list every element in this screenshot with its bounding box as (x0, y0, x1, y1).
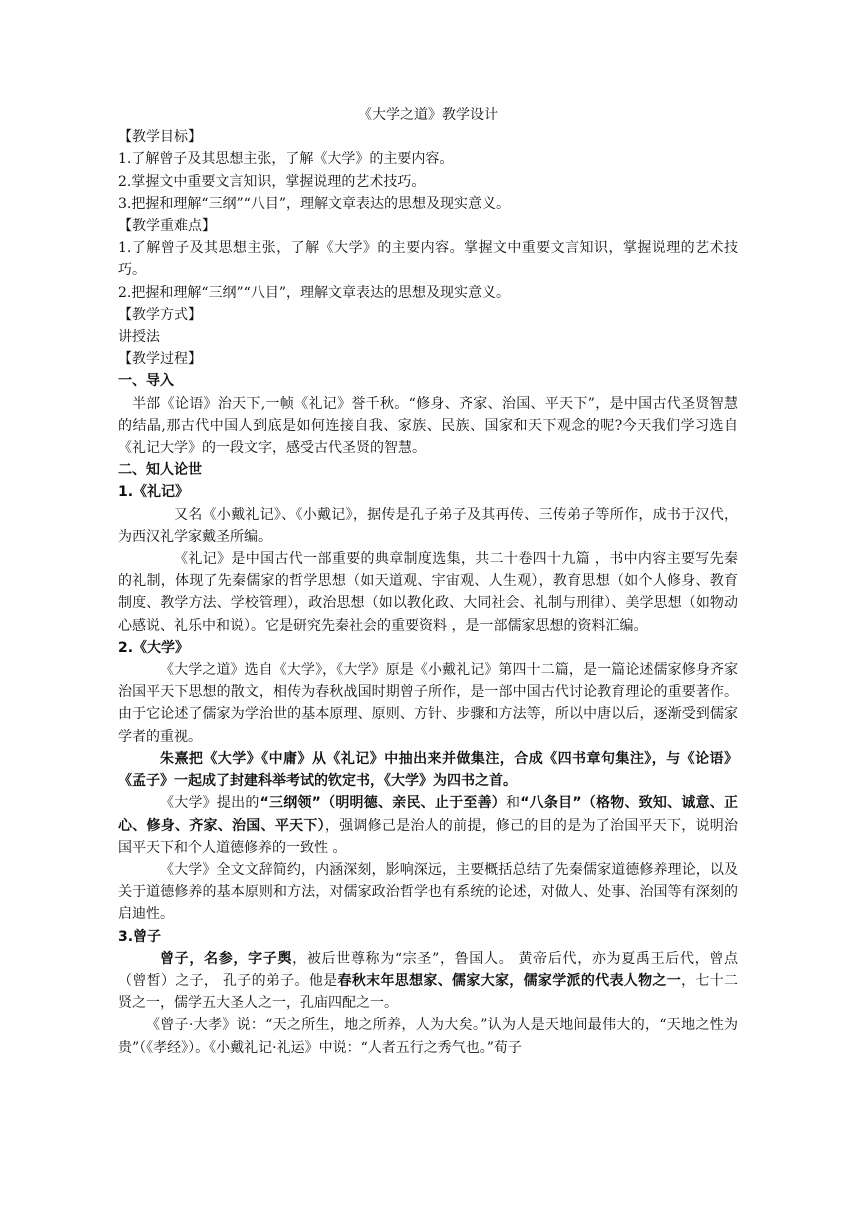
key-point-item: 1.了解曾子及其思想主张，了解《大学》的主要内容。掌握文中重要文言知识，掌握说理的艺术技巧。 (118, 240, 738, 279)
daxue-paragraph: 《大学》全文文辞简约，内涵深刻，影响深远，主要概括总结了先秦儒家道德修养理论，以及关于道德修养的基本原则和方法，对儒家政治哲学也有系统的论述，对做人、处事、治国等有深刻的启迪性。 (118, 861, 738, 923)
daxue-paragraph-bold: 朱熹把《大学》《中庸》从《礼记》中抽出来并做集注，合成《四书章句集注》，与《论语》《孟子》一起成了封建科举考试的钦定书，《大学》为四书之首。 (118, 750, 738, 790)
key-points-heading: 【教学重难点】 (118, 218, 216, 235)
text-run: ，强调修己是治人的前提，修己的目的是为了治国平天下，说明治国平天下和个人道德修养的一致性 。 (118, 817, 739, 856)
text-run: 《大学》提出的 (160, 795, 260, 812)
process-heading: 【教学过程】 (118, 351, 202, 368)
method-text: 讲授法 (118, 329, 160, 346)
section-background-heading: 二、知人论世 (118, 462, 202, 479)
daxue-paragraph (118, 792, 738, 859)
text-run: ，被后世尊称为“宗圣”，鲁国人。 黄帝后代，亦为夏禹王后代，曾点（曾皙）之子， 孔子的弟子。他是 (118, 950, 739, 989)
liji-heading: 1.《礼记》 (118, 484, 190, 501)
text-run-bold: “八条目”（格物、致知、诚意、正心、修身、齐家、治国、平天下） (118, 795, 739, 834)
liji-paragraph: 《礼记》是中国古代一部重要的典章制度选集，共二十卷四十九篇 ，书中内容主要写先秦的礼制，体现了先秦儒家的哲学思想（如天道观、宇宙观、人生观），教育思想（如个人修身、教育制度、教学方法、学校管理），政治思想（如以教化政、大同社会、礼制与刑律）、美学思想（如物动心感说、礼乐中和说）。它是研究先秦社会的重要资料 ，是一部儒家思想的资料汇编。 (118, 551, 738, 634)
text-run-bold: 春秋末年思想家、儒家大家，儒家学派的代表人物之一 (337, 972, 682, 989)
text-run: 和 (506, 795, 521, 812)
zengzi-paragraph (118, 948, 738, 1015)
daxue-heading: 2.《大学》 (118, 639, 190, 656)
daxue-paragraph: 《大学之道》选自《大学》，《大学》原是《小戴礼记》第四十二篇，是一篇论述儒家修身齐家治国平天下思想的散文，相传为春秋战国时期曾子所作，是一部中国古代讨论教育理论的重要著作。由于它论述了儒家为学治世的基本原理、原则、方针、步骤和方法等，所以中唐以后，逐渐受到儒家学者的重视。 (118, 662, 738, 745)
goal-item: 3.把握和理解“三纲”“八目”，理解文章表达的思想及现实意义。 (118, 195, 510, 212)
method-heading: 【教学方式】 (118, 306, 202, 323)
liji-paragraph: 又名《小戴礼记》、《小戴记》，据传是孔子弟子及其再传、三传弟子等所作，成书于汉代，为西汉礼学家戴圣所编。 (118, 506, 738, 545)
zengzi-heading: 3.曾子 (118, 928, 162, 945)
text-run-bold: “三纲领”（明明德、亲民、止于至善） (259, 795, 507, 812)
key-point-item: 2.把握和理解“三纲”“八目”，理解文章表达的思想及现实意义。 (118, 284, 510, 301)
section-intro-text: 半部《论语》治天下,一帧《礼记》誉千秋。“修身、齐家、治国、平天下”，是中国古代圣贤智慧的结晶,那古代中国人到底是如何连接自我、家族、民族、国家和天下观念的呢?今天我们学习选自《礼记大学》的一段文字，感受古代圣贤的智慧。 (118, 395, 738, 457)
goal-item: 1.了解曾子及其思想主张，了解《大学》的主要内容。 (118, 151, 454, 168)
document-title: 《大学之道》教学设计 (358, 107, 498, 123)
goals-heading: 【教学目标】 (118, 129, 202, 146)
document-page (118, 104, 738, 1059)
goal-item: 2.掌握文中重要文言知识，掌握说理的艺术技巧。 (118, 173, 426, 190)
text-run-bold: 曾子，名参，字子舆 (160, 950, 293, 967)
zengzi-paragraph: 《曾子·大孝》说：“天之所生，地之所养，人为大矣。”认为人是天地间最伟大的，“天地之性为贵”（《孝经》）。《小戴礼记·礼运》中说：“人者五行之秀气也。”荀子 (118, 1017, 738, 1056)
text-run: ，七十二贤之一，儒学五大圣人之一，孔庙四配之一。 (118, 972, 739, 1012)
section-intro-heading: 一、导入 (118, 373, 174, 390)
